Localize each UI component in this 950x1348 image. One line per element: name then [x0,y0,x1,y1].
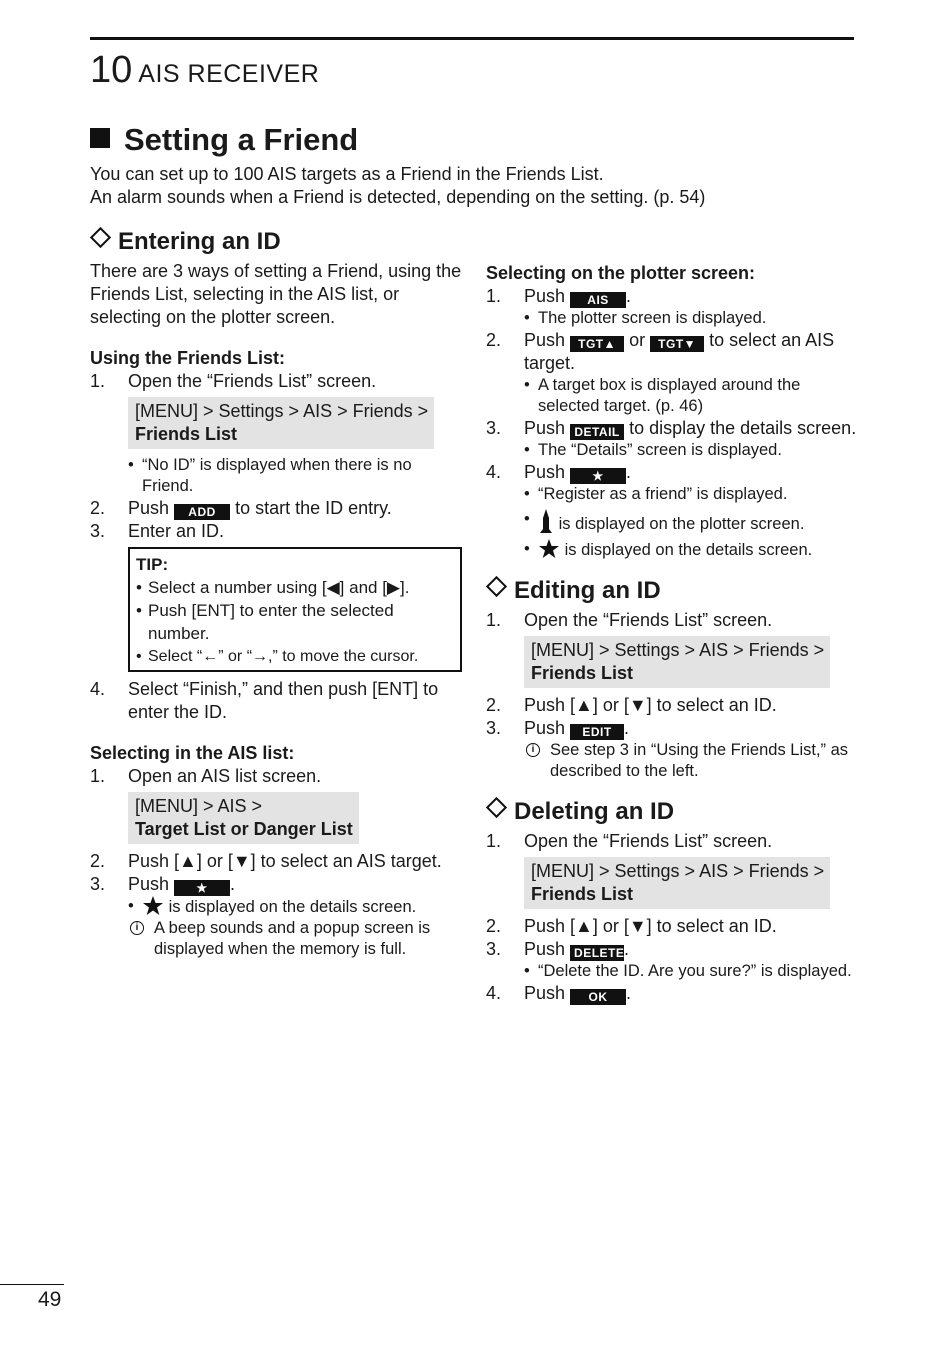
edit-key-icon: EDIT [570,724,624,740]
bullet-item [486,308,858,329]
step-number: 4. [486,983,502,1003]
bullet-dot: • [524,962,530,980]
editing-heading [486,575,858,607]
step-text: Open the “Friends List” screen. [128,371,377,391]
friend-star-icon [538,539,560,559]
detail-key-icon: DETAIL [570,424,624,440]
bullet-item [486,440,858,461]
menu-path-target: Target List or Danger List [135,819,353,839]
step-text: . [230,874,236,894]
friends-list-heading: Using the Friends List: [90,348,286,368]
step-number: 3. [486,418,502,438]
step-text: or [629,330,646,350]
menu-path-prefix: [MENU] > Settings > AIS > Friends > [135,401,429,421]
list-item [90,850,462,873]
bullet-dot: • [524,376,530,394]
step-number: 1. [90,766,106,786]
list-item [486,915,858,938]
diamond-icon [90,227,111,248]
menu-path [524,857,830,909]
step-text: Push [524,462,566,482]
bullet-text: is displayed on the details screen. [564,541,813,559]
step-text: Push [524,330,566,350]
add-key-icon: ADD [174,504,230,520]
step-text: to select an AIS target. [524,330,835,373]
bullet-dot: • [524,441,530,459]
chapter-title: AIS RECEIVER [138,60,320,88]
step-text: . [626,286,632,306]
note-item [486,740,858,782]
bullet-dot: • [136,601,142,620]
note-text: A beep sounds and a popup screen is displayed when the memory is full. [154,919,431,958]
tip-text: Select “←” or “→,” to move the cursor. [148,648,419,665]
step-text: to start the ID entry. [235,498,392,518]
step-text: Push [128,874,170,894]
info-icon: i [130,921,144,935]
list-item [90,497,462,520]
menu-path-prefix: [MENU] > AIS > [135,796,263,816]
menu-path-prefix: [MENU] > Settings > AIS > Friends > [531,640,825,660]
bullet-text: The “Details” screen is displayed. [538,441,782,459]
step-text: Open the “Friends List” screen. [524,610,773,630]
step-number: 4. [486,462,502,482]
step-text: Push [128,498,170,518]
step-number: 3. [486,718,502,738]
step-text: . [624,939,630,959]
step-number: 2. [90,498,106,518]
chapter-header [90,50,319,94]
step-text: to display the details screen. [629,418,857,438]
ais-key-icon: AIS [570,292,626,308]
tgt-up-key-icon: TGT▲ [570,336,624,352]
step-text: Open an AIS list screen. [128,766,322,786]
bullet-text: “Delete the ID. Are you sure?” is displayed. [538,962,852,980]
list-item [486,938,858,961]
bullet-dot: • [524,510,530,528]
header-rule [90,37,854,40]
star-key-icon: ★ [570,468,626,484]
step-number: 2. [486,916,502,936]
step-text: Push [524,418,566,438]
list-item [486,694,858,717]
bullet-item [486,509,858,535]
delete-key-icon: DELETE [570,945,624,961]
step-number: 1. [486,610,502,630]
footer-rule [0,1284,64,1285]
step-number: 2. [486,330,502,350]
section-title-text: Setting a Friend [124,122,359,157]
diamond-icon [486,576,507,597]
bullet-text: is displayed on the details screen. [168,898,417,916]
left-column [90,226,462,960]
menu-path-target: Friends List [135,424,238,444]
tip-text: Push [ENT] to enter the selected number. [148,601,394,643]
step-number: 1. [90,371,106,391]
bullet-dot: • [128,456,134,474]
list-item [486,982,858,1005]
list-item [486,609,858,632]
menu-path-target: Friends List [531,884,634,904]
step-text: Select “Finish,” and then push [ENT] to enter the ID. [128,679,439,722]
bullet-dot: • [128,897,134,915]
step-number: 4. [90,679,106,699]
list-item [90,873,462,896]
step-text: Push [▲] or [▼] to select an ID. [524,916,777,936]
menu-path-target: Friends List [531,663,634,683]
step-text: Enter an ID. [128,521,225,541]
bullet-dot: • [524,309,530,327]
step-text: Open the “Friends List” screen. [524,831,773,851]
list-item [486,717,858,740]
right-column [486,262,858,1005]
chapter-number: 10 [90,49,133,91]
ais-list-heading: Selecting in the AIS list: [90,743,295,763]
step-number: 2. [486,695,502,715]
step-number: 2. [90,851,106,871]
menu-path [128,792,359,844]
section-intro [90,163,705,209]
intro-line-2: An alarm sounds when a Friend is detected, depending on the setting. (p. 54) [90,187,706,207]
friend-star-icon [142,896,164,916]
section-title [90,122,358,158]
menu-path-prefix: [MENU] > Settings > AIS > Friends > [531,861,825,881]
diamond-icon [486,797,507,818]
step-number: 1. [486,286,502,306]
ok-key-icon: OK [570,989,626,1005]
bullet-dot: • [524,540,530,558]
bullet-item [90,455,462,497]
page-number: 49 [38,1288,62,1311]
step-text: . [626,983,632,1003]
bullet-item [486,375,858,417]
deleting-title: Deleting an ID [514,798,675,825]
tgt-down-key-icon: TGT▼ [650,336,704,352]
step-text: . [626,462,632,482]
note-item [90,918,462,960]
step-text: Push [▲] or [▼] to select an AIS target. [128,851,442,871]
bullet-text: is displayed on the plotter screen. [558,515,805,533]
bullet-item [486,539,858,561]
list-item [486,461,858,484]
step-text: Push [524,718,566,738]
friend-ship-icon [538,509,554,533]
list-item [90,678,462,724]
list-item [486,417,858,440]
entering-heading [90,226,462,258]
step-number: 3. [90,874,106,894]
menu-path [128,397,434,449]
bullet-item [486,484,858,505]
tip-bullet [136,645,454,668]
step-text: Push [524,983,566,1003]
bullet-text: “Register as a friend” is displayed. [538,485,788,503]
bullet-text: The plotter screen is displayed. [538,309,767,327]
list-item [486,285,858,308]
bullet-dot: • [136,578,142,597]
step-text: Push [524,939,566,959]
editing-title: Editing an ID [514,577,661,604]
bullet-item [90,896,462,918]
intro-line-1: You can set up to 100 AIS targets as a Friend in the Friends List. [90,164,604,184]
list-item [90,520,462,543]
deleting-heading [486,796,858,828]
tip-label: TIP: [136,555,169,574]
step-text: Push [524,286,566,306]
info-icon: i [526,743,540,757]
note-text: See step 3 in “Using the Friends List,” as described to the left. [550,741,849,780]
tip-bullet [136,599,454,645]
tip-text: Select a number using [◀] and [▶]. [148,578,410,597]
list-item [486,329,858,375]
bullet-text: A target box is displayed around the selected target. (p. 46) [538,376,801,415]
step-number: 3. [486,939,502,959]
star-key-icon: ★ [174,880,230,896]
bullet-dot: • [136,648,142,665]
list-item [486,830,858,853]
square-bullet-icon [90,128,110,148]
list-item [90,765,462,788]
entering-intro: There are 3 ways of setting a Friend, using the Friends List, selecting in the AIS list, or selecting on the plotter screen. [90,261,462,327]
tip-bullet [136,576,454,599]
bullet-text: “No ID” is displayed when there is no Friend. [142,456,412,495]
step-text: . [624,718,630,738]
step-text: Push [▲] or [▼] to select an ID. [524,695,777,715]
bullet-dot: • [524,485,530,503]
bullet-item [486,961,858,982]
menu-path [524,636,830,688]
tip-box [128,547,462,672]
plotter-heading: Selecting on the plotter screen: [486,263,756,283]
step-number: 1. [486,831,502,851]
list-item [90,370,462,393]
step-number: 3. [90,521,106,541]
entering-title: Entering an ID [118,228,281,255]
